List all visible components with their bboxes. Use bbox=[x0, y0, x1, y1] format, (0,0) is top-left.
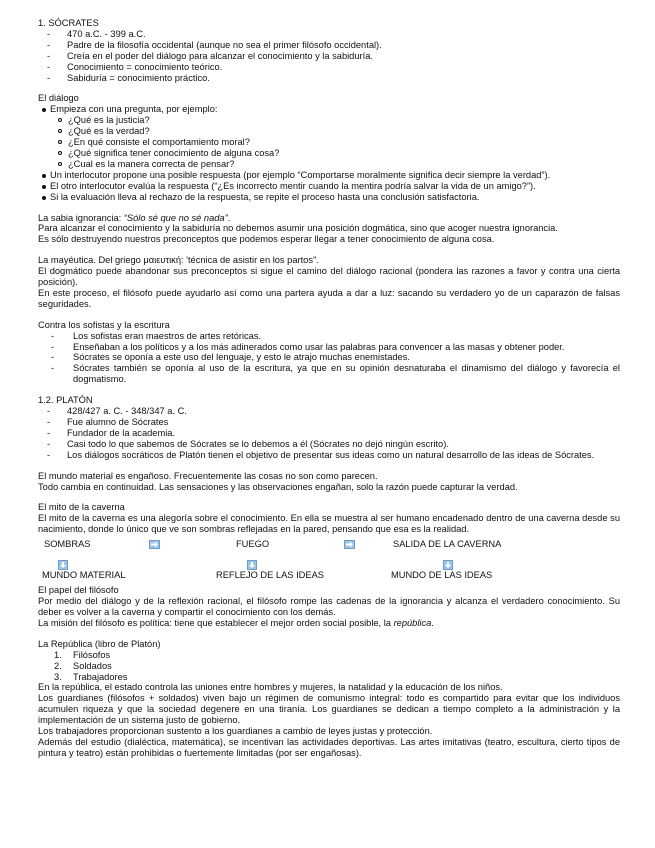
list-item: 1. Filósofos bbox=[54, 649, 111, 660]
list-item: Empieza con una pregunta, por ejemplo: bbox=[38, 104, 620, 115]
paragraph: El mundo material es engañoso. Frecuentemente las cosas no son como parecen. bbox=[38, 470, 378, 481]
heading-republica: La República (libro de Platón) bbox=[38, 638, 161, 649]
list-item: 3. Trabajadores bbox=[54, 671, 128, 682]
sofistas-list bbox=[38, 331, 620, 386]
heading-platon: 1.2. PLATÓN bbox=[38, 395, 93, 406]
heading-ignorancia: La sabia ignorancia: “Sólo sé que no sé nada”. bbox=[38, 212, 231, 223]
paragraph: El mito de la caverna es una alegoría sobre el conocimiento. En ella se muestra al ser humano encadenado dentro de una caverna desde su nacimiento, donde lo único que ve son sombras reflejadas en la pared, pensando que esa es la realidad. bbox=[38, 513, 620, 535]
paragraph: Es sólo destruyendo nuestros preconceptos que podemos esperar llegar a tener conocimiento de alguna cosa. bbox=[38, 234, 495, 245]
paragraph: Por medio del diálogo y de la reflexión racional, el filósofo rompe las cadenas de la ignorancia y alcanza el verdadero conocimiento. Su deber es volver a la caverna y compartir el conocimiento con los demás. bbox=[38, 596, 620, 617]
dialogo-steps bbox=[38, 170, 620, 203]
paragraph: En la república, el estado controla las uniones entre hombres y mujeres, la natalidad y la educación de los niños. bbox=[38, 682, 503, 693]
list-item: - Sócrates también se oponía al uso de la escritura, ya que en su opinión desnaturaba el dinamismo del diálogo y favorecía el dogmatismo. bbox=[51, 363, 620, 385]
heading-sofistas: Contra los sofistas y la escritura bbox=[38, 319, 170, 330]
list-item: El otro interlocutor evalúa la respuesta (“¿Es incorrecto mentir cuando la mentira podría salvar la vida de un amigo?”). bbox=[38, 181, 620, 192]
list-item: ¿Cual es la manera correcta de pensar? bbox=[38, 159, 620, 170]
republica-list bbox=[38, 650, 620, 683]
cave-label-fuego: FUEGO bbox=[236, 539, 270, 550]
paragraph: Todo cambia en continuidad. Las sensaciones y las observaciones engañan, solo la razón puede capturar la verdad. bbox=[38, 481, 518, 492]
list-item: - Los sofistas eran maestros de artes retóricas. bbox=[51, 330, 262, 341]
platon-list bbox=[38, 406, 620, 461]
heading-dialogo: El diálogo bbox=[38, 93, 79, 104]
list-item: - Fue alumno de Sócrates bbox=[47, 417, 169, 427]
paragraph: Los guardianes (filósofos + soldados) viven bajo un régimen de comunismo integral: todo es compartido para evitar que los individuos acumulen riqueza y que la sociedad degenere en una tiranía. Los guardianes se dedican a tiempo completo a la administración y la implementación de un sistema justo de gobierno. bbox=[38, 693, 620, 726]
heading-socrates: 1. SÓCRATES bbox=[38, 18, 99, 28]
list-item: ¿Qué significa tener conocimiento de alguna cosa? bbox=[38, 148, 620, 159]
list-item: - 470 a.C. - 399 a.C. bbox=[47, 28, 146, 39]
cave-diagram bbox=[38, 539, 620, 581]
list-item: - Sabiduría = conocimiento práctico. bbox=[47, 72, 210, 83]
socrates-list bbox=[38, 29, 620, 84]
paragraph: El dogmático puede abandonar sus preconceptos si sigue el camino del diálogo racional (pondera las razones a favor y contra una cierta posición). bbox=[38, 266, 620, 288]
list-item: Un interlocutor propone una posible respuesta (por ejemplo “Comportarse moralmente significa decir siempre la verdad”). bbox=[38, 170, 620, 181]
heading-filosofo: El papel del filósofo bbox=[38, 585, 119, 596]
list-item: - Fundador de la academia. bbox=[47, 427, 176, 438]
arrow-down-icon bbox=[58, 560, 68, 570]
heading-mayeutica: La mayéutica. Del griego μαιευτική: 'técnica de asistir en los partos''. bbox=[38, 255, 320, 266]
list-item: - Creía en el poder del diálogo para alcanzar el conocimiento y la sabiduría. bbox=[47, 50, 373, 61]
dialogo-questions bbox=[38, 115, 620, 170]
cave-label-sombras: SOMBRAS bbox=[44, 539, 91, 550]
list-item: ¿Qué es la justicia? bbox=[38, 115, 620, 126]
arrow-down-icon bbox=[247, 560, 257, 570]
list-item: Si la evaluación lleva al rechazo de la respuesta, se repite el proceso hasta una conclusión satisfactoria. bbox=[38, 192, 620, 203]
paragraph: En este proceso, el filósofo puede ayudarlo así como una partera ayuda a dar a luz: sacando su verdadero yo de un caparazón de falsas seguridades. bbox=[38, 287, 620, 309]
heading-caverna: El mito de la caverna bbox=[38, 502, 125, 513]
list-item: - Conocimiento = conocimiento teórico. bbox=[47, 61, 223, 72]
dialogo-list bbox=[38, 104, 620, 115]
paragraph: Además del estudio (dialéctica, matemática), se incentivan las actividades deportivas. Las artes imitativas (teatro, escultura, cierto tipos de pintura y teatro) están prohibidas o fuertemente limitadas (por ser engañosas). bbox=[38, 736, 620, 758]
paragraph: Los trabajadores proporcionan sustento a los guardianes a cambio de leyes justas y protección. bbox=[38, 726, 433, 737]
paragraph: La misión del filósofo es política: tiene que establecer el mejor orden social posible, la república. bbox=[38, 617, 434, 628]
list-item: - Padre de la filosofía occidental (aunque no sea el primer filósofo occidental). bbox=[47, 39, 382, 50]
cave-label-salida: SALIDA DE LA CAVERNA bbox=[393, 539, 502, 550]
arrow-right-icon bbox=[149, 540, 160, 549]
cave-label-mundo-ideas: MUNDO DE LAS IDEAS bbox=[391, 570, 493, 581]
document-page bbox=[38, 18, 620, 759]
list-item: - Los diálogos socráticos de Platón tienen el objetivo de presentar sus ideas como un natural desarrollo de las ideas de Sócrates. bbox=[47, 449, 595, 460]
list-item: 2. Soldados bbox=[54, 660, 112, 671]
list-item: - Sócrates se oponía a este uso del lenguaje, y esto le atrajo muchas enemistades. bbox=[51, 352, 410, 363]
list-item: ¿Qué es la verdad? bbox=[38, 126, 620, 137]
paragraph: Para alcanzar el conocimiento y la sabiduría no debemos asumir una posición dogmática, sino que acoger nuestra ignorancia. bbox=[38, 223, 558, 234]
cave-label-reflejo: REFLEJO DE LAS IDEAS bbox=[216, 570, 324, 581]
list-item: - Casi todo lo que sabemos de Sócrates se lo debemos a él (Sócrates no dejó ningún escrito). bbox=[47, 438, 449, 449]
list-item: ¿En qué consiste el comportamiento moral? bbox=[38, 137, 620, 148]
arrow-down-icon bbox=[443, 560, 453, 570]
list-item: - Enseñaban a los políticos y a los más adinerados como usar las palabras para convencer a las masas y obtener poder. bbox=[51, 341, 565, 352]
cave-label-mundo-material: MUNDO MATERIAL bbox=[42, 570, 126, 581]
list-item: - 428/427 a. C. - 348/347 a. C. bbox=[47, 406, 187, 417]
arrow-right-icon bbox=[344, 540, 355, 549]
